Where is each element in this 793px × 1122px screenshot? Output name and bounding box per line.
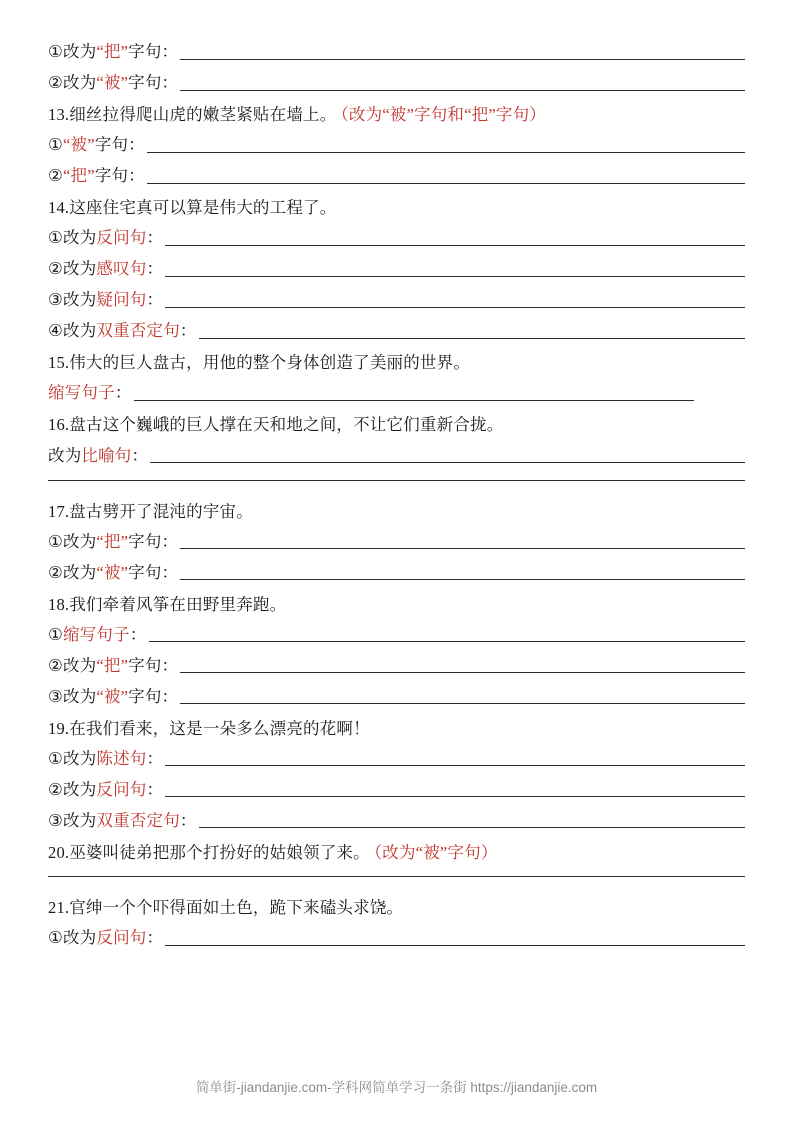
label-prefix: 改为 [63,748,97,768]
label-keyword: “被” [63,135,95,155]
answer-blank[interactable] [180,565,745,580]
label-prefix: 改为 [63,928,97,948]
label-keyword: 疑问句 [96,290,147,310]
item-marker: ② [48,562,63,582]
answer-blank[interactable] [134,386,694,401]
label-keyword: 双重否定句 [96,321,180,341]
label-suffix: 字句： [128,42,179,61]
label-prefix: 改为 [63,42,97,61]
label-keyword: “被” [96,562,129,582]
label-keyword: “被” [96,686,129,706]
label-prefix: 改为 [63,655,97,675]
answer-blank[interactable] [165,262,745,277]
sentence-text: 18.我们牵着风筝在田野里奔跑。 [48,594,287,614]
item-marker: ① [48,624,63,644]
question-sentence [48,416,745,434]
item-marker: ③ [48,686,63,706]
answer-rule[interactable] [48,479,745,481]
answer-line [48,748,745,768]
label-suffix: 字句： [128,655,179,675]
answer-line [48,686,745,706]
answer-line [48,624,745,644]
answer-blank[interactable] [180,76,745,91]
answer-line [48,230,745,247]
label-keyword: 缩写句子 [63,624,130,644]
answer-blank[interactable] [150,448,745,463]
label-prefix: 改为 [63,228,97,248]
page-footer: 简单街-jiandanjie.com-学科网简单学习一条街 https://jiandanjie.com [195,1080,598,1095]
label-prefix: 改为 [63,73,97,92]
label-suffix: 字句： [128,562,179,582]
answer-blank[interactable] [199,813,745,828]
label-suffix: ： [146,228,164,248]
question-sentence [48,844,745,862]
question-sentence [48,596,745,614]
item-marker: ③ [48,290,63,310]
answer-line [48,531,745,551]
answer-line [48,44,745,61]
answer-line [48,261,745,278]
label-keyword: 比喻句 [81,445,132,465]
answer-line [48,75,745,92]
item-marker: ① [48,42,63,61]
sentence-text: 15.伟大的巨人盘古，用他的整个身体创造了美丽的世界。 [48,353,471,373]
label-suffix: ： [146,290,164,310]
item-marker: ① [48,135,63,155]
label-prefix: 改为 [63,259,97,279]
answer-line [48,930,745,947]
answer-line [48,562,745,582]
answer-blank[interactable] [147,169,745,184]
question-sentence [48,199,745,217]
sentence-text: 20.巫婆叫徒弟把那个打扮好的姑娘领了来。 [48,842,370,862]
item-marker: ① [48,748,63,768]
answer-blank[interactable] [165,231,745,246]
question-sentence [48,106,745,124]
label-keyword: 缩写句子 [48,383,115,403]
label-suffix: ： [146,779,164,799]
label-suffix: ： [146,748,164,768]
item-marker: ③ [48,810,63,830]
answer-rule[interactable] [48,875,745,877]
label-suffix: 字句： [94,166,145,186]
label-keyword: “把” [96,531,129,551]
label-suffix: ： [179,810,197,830]
answer-line [48,323,745,340]
question-sentence [48,720,745,738]
label-prefix: 改为 [63,321,97,341]
sentence-text: 19.在我们看来，这是一朵多么漂亮的花啊！ [48,718,370,738]
item-marker: ② [48,779,63,799]
label-prefix: 改为 [63,531,97,551]
label-keyword: 感叹句 [96,259,147,279]
item-marker: ② [48,655,63,675]
sentence-text: 14.这座住宅真可以算是伟大的工程了。 [48,198,337,218]
answer-blank[interactable] [165,293,745,308]
answer-blank[interactable] [165,931,745,946]
answer-blank[interactable] [149,627,745,642]
label-keyword: “把” [96,655,129,675]
label-keyword: 反问句 [96,228,147,248]
answer-line [48,137,745,154]
label-prefix: 改为 [48,445,82,465]
label-suffix: 字句： [128,686,179,706]
label-suffix: ： [129,624,147,644]
label-suffix: ： [114,383,132,403]
label-keyword: 陈述句 [96,748,147,768]
answer-line [48,168,745,185]
label-keyword: 反问句 [96,779,147,799]
label-suffix: ： [146,259,164,279]
answer-line [48,445,745,465]
item-marker: ① [48,531,63,551]
label-prefix: 改为 [63,779,97,799]
answer-line [48,655,745,675]
label-keyword: 反问句 [96,928,147,948]
item-marker: ② [48,73,63,92]
label-prefix: 改为 [63,562,97,582]
label-suffix: 字句： [94,135,145,155]
label-keyword: “把” [96,42,129,61]
item-marker: ① [48,228,63,248]
question-sentence [48,503,745,521]
label-prefix: 改为 [63,810,97,830]
sentence-text: 16.盘古这个巍峨的巨人撑在天和地之间，不让它们重新合拢。 [48,415,504,435]
answer-line [48,385,745,402]
item-marker: ① [48,928,63,948]
answer-blank[interactable] [199,324,745,339]
answer-blank[interactable] [180,45,745,60]
answer-blank[interactable] [180,534,745,549]
answer-line [48,810,745,830]
sentence-text: 21.官绅一个个吓得面如土色，跪下来磕头求饶。 [48,898,404,918]
sentence-instruction: （改为“被”字句和“把”字句） [340,105,546,124]
label-prefix: 改为 [63,686,97,706]
item-marker: ② [48,166,63,186]
sentence-instruction: （改为“被”字句） [373,842,498,862]
item-marker: ② [48,259,63,279]
label-keyword: 双重否定句 [96,810,180,830]
item-marker: ④ [48,321,63,341]
answer-blank[interactable] [180,658,745,673]
label-prefix: 改为 [63,290,97,310]
answer-blank[interactable] [165,782,745,797]
label-keyword: “把” [63,166,95,186]
answer-blank[interactable] [147,138,745,153]
answer-blank[interactable] [180,689,745,704]
sentence-text: 17.盘古劈开了混沌的宇宙。 [48,501,253,521]
label-suffix: ： [146,928,164,948]
exercise-list [48,44,745,947]
question-sentence [48,354,745,372]
answer-line [48,779,745,799]
question-sentence [48,899,745,917]
label-suffix: ： [179,321,197,341]
answer-blank[interactable] [165,751,745,766]
label-keyword: “被” [96,73,129,92]
label-suffix: ： [131,445,149,465]
label-suffix: 字句： [128,531,179,551]
label-suffix: 字句： [128,73,179,92]
sentence-text: 13.细丝拉得爬山虎的嫩茎紧贴在墙上。 [48,105,337,124]
answer-line [48,292,745,309]
